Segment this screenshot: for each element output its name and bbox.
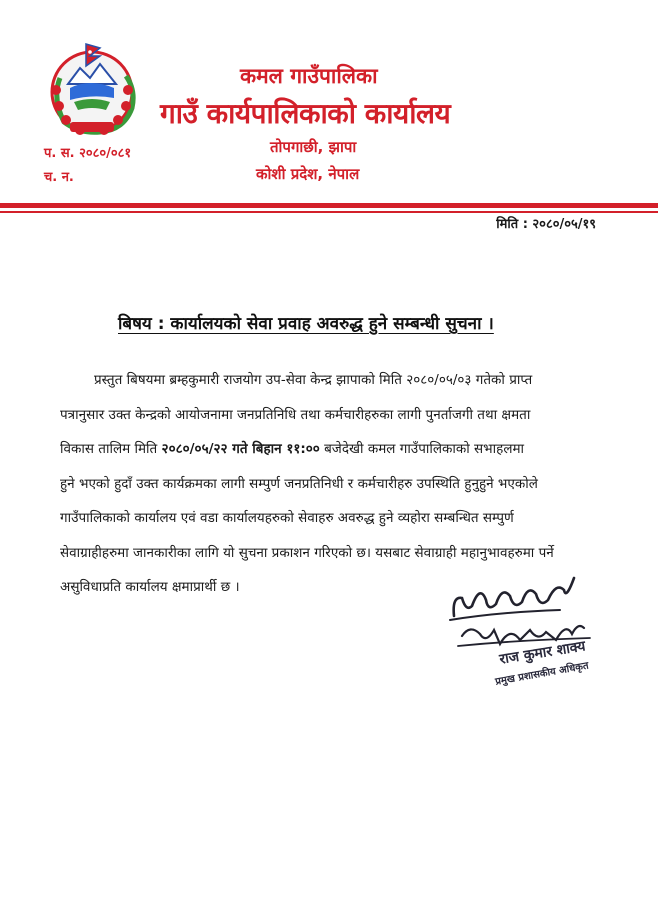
dispatch-number: च. न.: [44, 170, 74, 185]
letter-subject: बिषय : कार्यालयको सेवा प्रवाह अवरुद्ध हुने सम्बन्धी सुचना ।: [118, 314, 494, 334]
body-line: असुविधाप्रति कार्यालय क्षमाप्रार्थी छ ।: [60, 579, 240, 595]
body-line: हुने भएको हुदाँ उक्त कार्यक्रमका लागी सम्पुर्ण जनप्रतिनिधी र कर्मचारीहरु उपस्थिति हुनुहुने भएकोले: [60, 475, 538, 492]
office-location: तोपगाछी, झापा: [270, 138, 357, 156]
header-divider-thin: [0, 211, 658, 213]
body-line: गाउँपालिकाको कार्यालय एवं वडा कार्यालयहरुको सेवाहरु अवरुद्ध हुने व्यहोरा सम्बन्धित सम्पुर्ण: [60, 510, 514, 526]
body-text: विकास तालिम मिति: [60, 441, 162, 457]
body-text: बजेदेखी कमल गाउँपालिकाको सभाहलमा: [319, 441, 525, 457]
body-line: [60, 439, 620, 474]
stamp-officer-name: राज कुमार शाक्य: [498, 638, 587, 668]
program-datetime: २०८०/०५/२२ गते बिहान ११:००: [161, 441, 320, 457]
header-divider-thick: [0, 203, 658, 208]
body-line: प्रस्तुत बिषयमा ब्रम्हकुमारी राजयोग उप-सेवा केन्द्र झापाको मिति २०८०/०५/०३ गतेको प्राप्त: [94, 372, 533, 388]
nepal-emblem-icon: [40, 38, 144, 138]
letter-date: मिति : २०८०/०५/१९: [496, 217, 596, 232]
municipality-name: कमल गाउँपालिका: [240, 64, 378, 88]
office-name: गाउँ कार्यपालिकाको कार्यालय: [160, 97, 451, 130]
body-line: पत्रानुसार उक्त केन्द्रको आयोजनामा जनप्रतिनिधि तथा कर्मचारीहरुका लागी पुनर्ताजगी तथा क्षमता: [60, 406, 531, 423]
reference-number: प. स. २०८०/०८१: [44, 146, 132, 161]
body-line: सेवाग्राहीहरुमा जानकारीका लागि यो सुचना प्रकाशन गरिएको छ। यसबाट सेवाग्राही महानुभावहरुमा पर्ने: [60, 544, 554, 561]
stamp-officer-title: प्रमुख प्रशासकीय अधिकृत: [494, 660, 590, 688]
province-country: कोशी प्रदेश, नेपाल: [256, 165, 360, 183]
